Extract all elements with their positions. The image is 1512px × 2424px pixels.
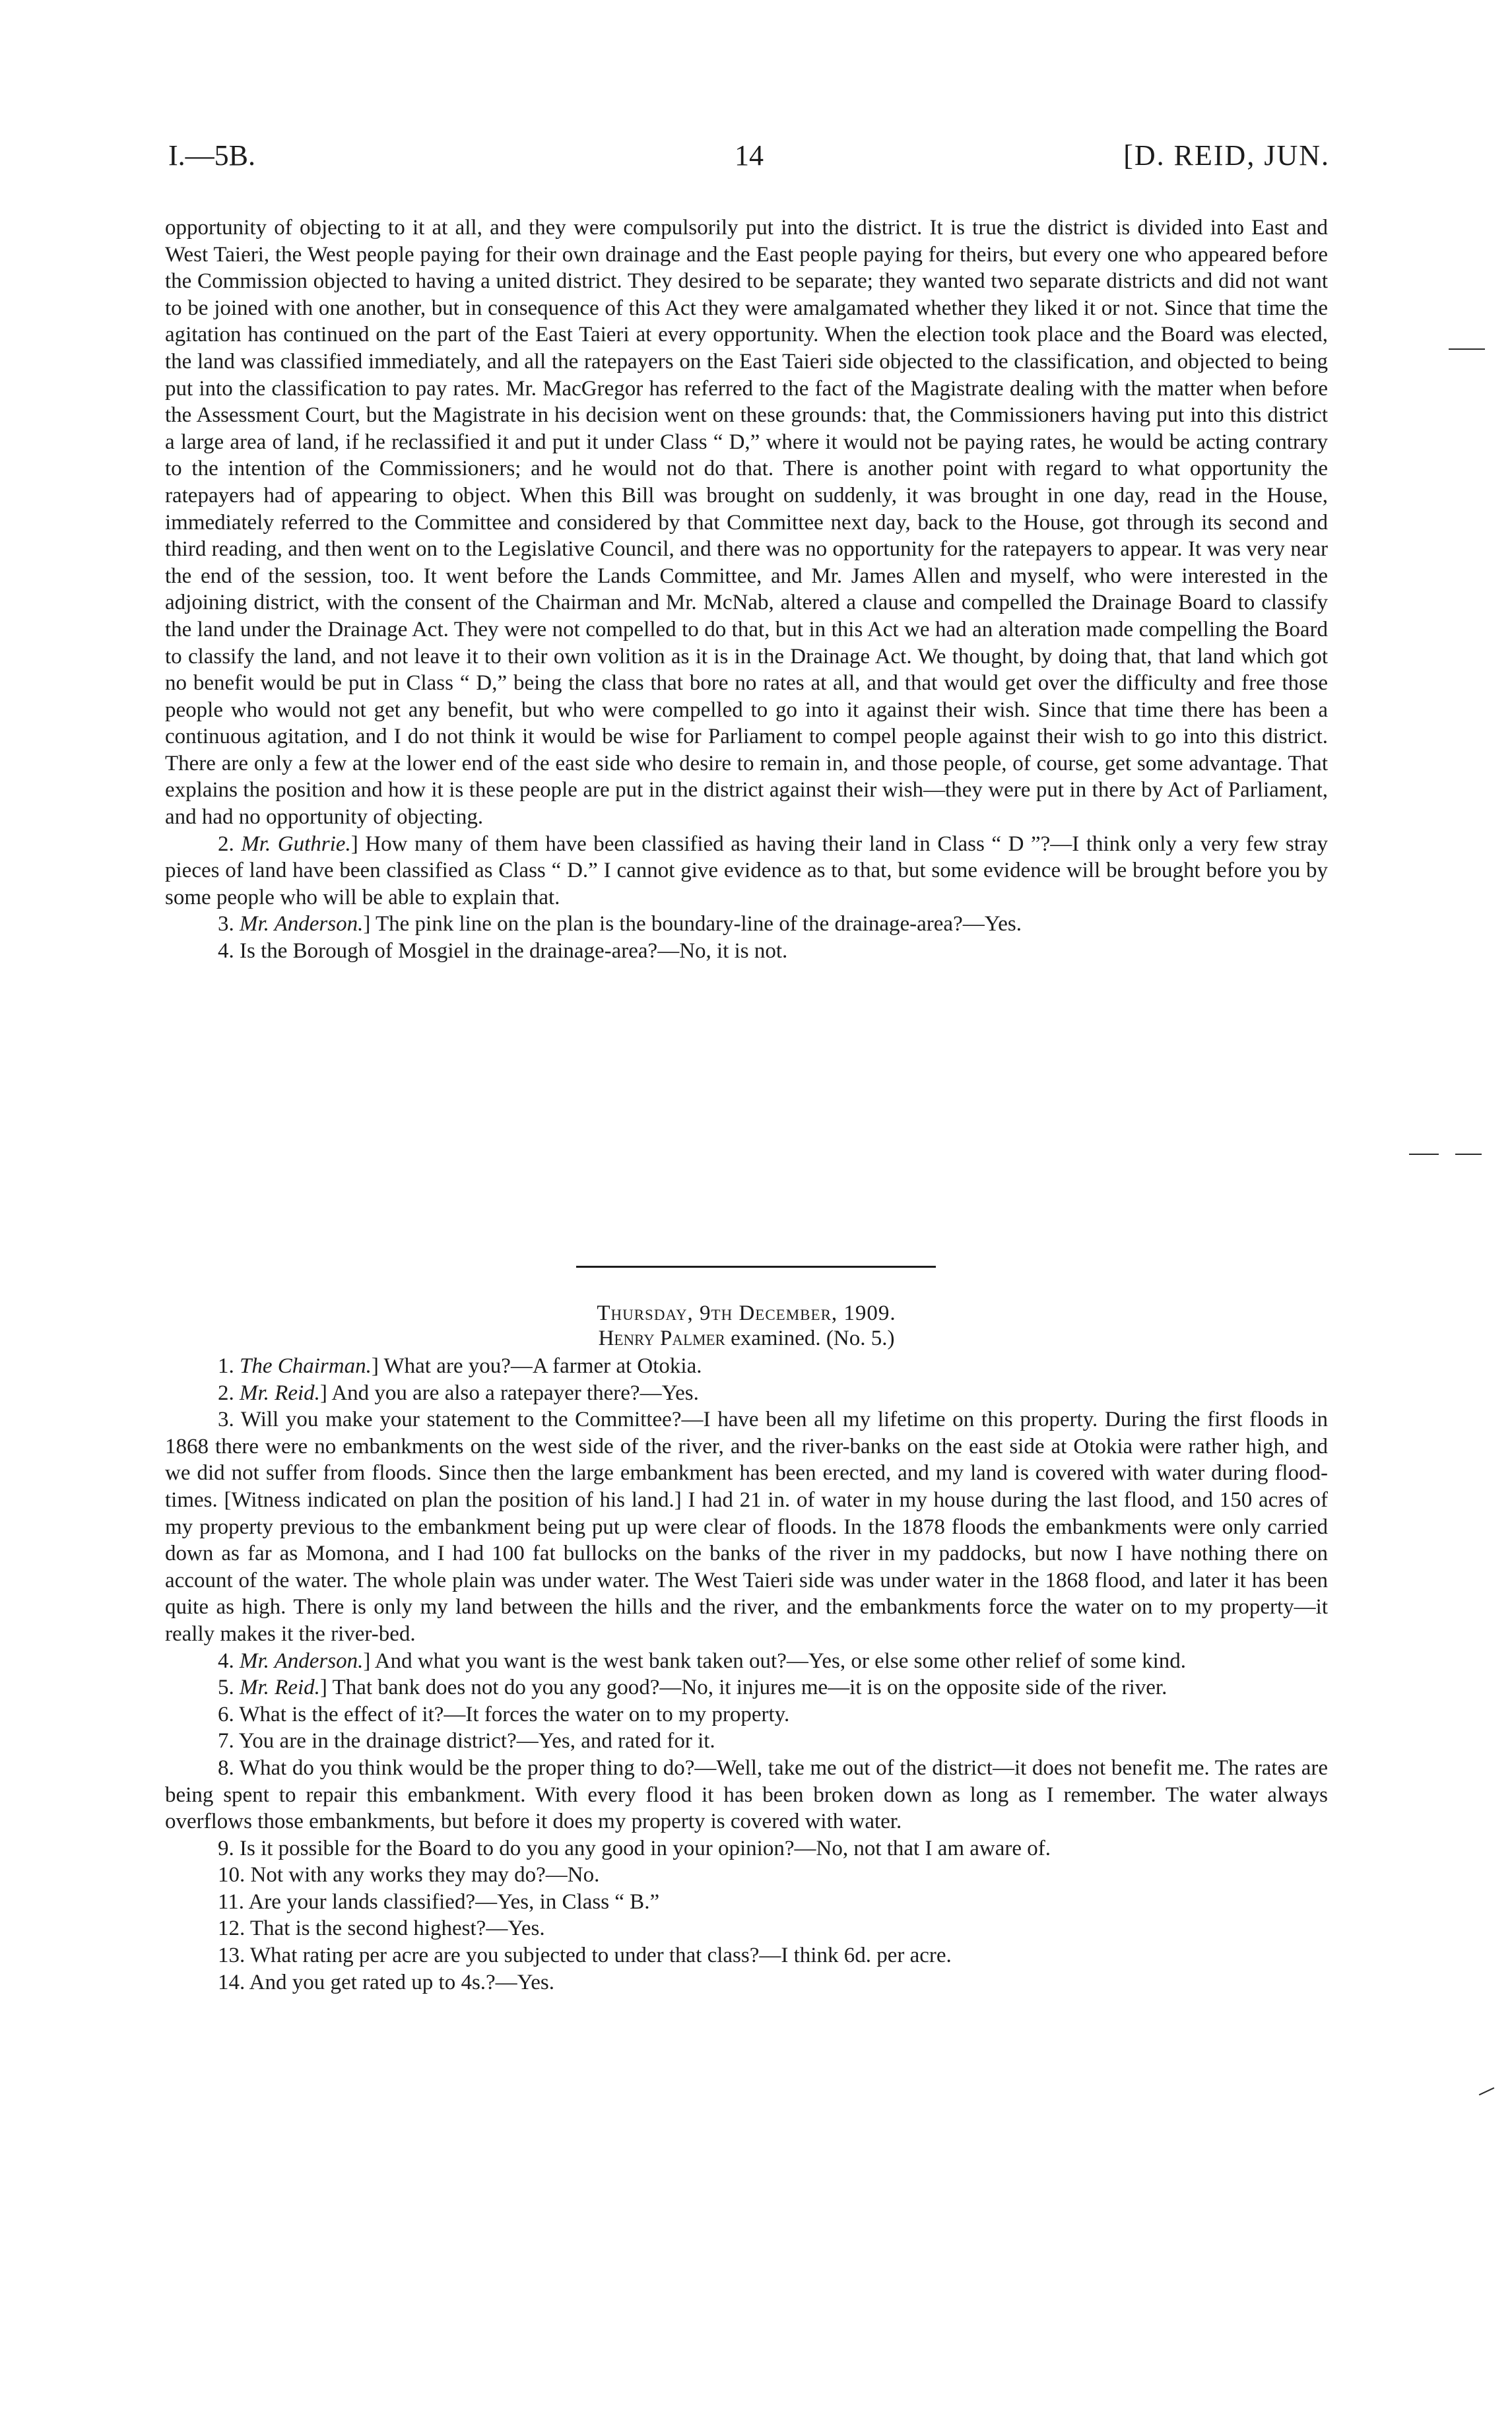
page-number: 14 [735,139,764,172]
question-3: 3. Mr. Anderson.] The pink line on the plan is the boundary-line of the drainage-area?—Yes. [218,912,1022,936]
witness-running-head: [D. REID, JUN. [1123,139,1330,172]
evidence-block-reid [165,214,1328,965]
question-4: 4. Is the Borough of Mosgiel in the drainage-area?—No, it is not. [218,939,788,964]
question-2: 2. Mr. Reid.] And you are also a ratepayer there?—Yes. [218,1381,699,1405]
question-10: 10. Not with any works they may do?—No. [218,1863,600,1887]
continued-paragraph: opportunity of objecting to it at all, and they were compulsorily put into the district. It is true the district is divided into East and West Taieri, the West people paying for their own drainage and the East people paying for theirs, but every one who appeared before the Commission objected to having a united district. They desired to be separate; they wanted two separate districts and did not want to be joined with one another, but in consequence of this Act they were amalgamated whether they liked it or not. Since that time the agitation has continued on the part of the East Taieri at every opportunity. When the election took place and the Board was elected, the land was classified immediately, and all the ratepayers on the East Taieri side objected to the classification, and objected to being put into the classification to pay rates. Mr. MacGregor has referred to the fact of the Magistrate dealing with the matter when before the Assessment Court, but the Magistrate in his decision went on these grounds: that, the Commissioners having put into this district a large area of land, if he reclassified it and put it under Class “ D,” where it would not be paying rates, he would be acting contrary to the intention of the Commissioners; and he would not do that. There is another point with regard to what opportunity the ratepayers had of appearing to object. When this Bill was brought on suddenly, it was brought in one day, read in the House, immediately referred to the Committee and considered by that Committee next day, back to the House, got through its second and third reading, and then went on to the Legislative Council, and there was no opportunity for the ratepayers to appear. It was very near the end of the session, too. It went before the Lands Committee, and Mr. James Allen and myself, who were interested in the adjoining district, with the consent of the Chairman and Mr. McNab, altered a clause and compelled the Drainage Board to classify the land under the Drainage Act. They were not compelled to do that, but in this Act we had an alteration made compelling the Board to classify the land, and not leave it to their own volition as it is in the Drainage Act. We thought, by doing that, that land which got no benefit would be put in Class “ D,” being the class that bore no rates at all, and that would get over the difficulty and free those people who would not get any benefit, but who were compelled to go into it against their wish. Since that time there has been a continuous agitation, and I do not think it would be wise for Parliament to compel people against their wish to go into this district. There are only a few at the lower end of the east side who desire to remain in, and those people, of course, get some advantage. That explains the position and how it is these people are put in the district against their wish—they were put in there by Act of Parliament, and had no opportunity of objecting. [165,216,1328,830]
speaker: Mr. Anderson. [240,912,364,936]
witness-heading: Henry Palmer examined. (No. 5.) [598,1327,895,1350]
margin-mark [1449,348,1485,350]
speaker: Mr. Reid. [240,1676,320,1700]
speaker: Mr. Reid. [240,1381,320,1405]
speaker: The Chairman. [240,1354,372,1378]
margin-mark [1455,1154,1482,1155]
question-11: 11. Are your lands classified?—Yes, in Class “ B.” [218,1889,660,1914]
session-date: Thursday, 9th December, 1909. [597,1301,896,1325]
page-header [168,139,1330,185]
question-1: 1. The Chairman.] What are you?—A farmer at Otokia. [218,1354,702,1378]
question-12: 12. That is the second highest?—Yes. [218,1916,545,1941]
question-4: 4. Mr. Anderson.] And what you want is the west bank taken out?—Yes, or else some other relief of some kind. [218,1649,1187,1673]
speaker: Mr. Guthrie. [241,832,351,856]
paper-reference: I.—5B. [168,139,255,172]
question-5: 5. Mr. Reid.] That bank does not do you any good?—No, it injures me—it is on the opposite side of the river. [218,1676,1167,1700]
question-3: 3. Will you make your statement to the Committee?—I have been all my lifetime on this property. During the first floods in 1868 there were no embankments on the west side of the river, and the river-banks on the east side at Otokia were rather high, and we did not suffer from floods. Since then the large embankment has been erected, and my land is covered with water during flood-times. [Witness indicated on plan the position of his land.] I had 21 in. of water in my house during the last flood, and 150 acres of my property previous to the embankment being put up were clear of floods. In the 1878 floods the embankments were only carried down as far as Momona, and I had 100 fat bullocks on the banks of the river in my paddocks, but now I have nothing there on account of the water. The whole plain was under water. The West Taieri side was under water in the 1868 flood, and later it has been quite as high. There is only my land between the hills and the river, and the embankments force the water on to my property—it really makes it the river-bed. [165,1408,1328,1646]
witness-name: Henry Palmer [598,1327,725,1350]
margin-mark [1409,1154,1439,1155]
section-divider [576,1266,936,1268]
question-6: 6. What is the effect of it?—It forces the water on to my property. [218,1702,790,1726]
question-13: 13. What rating per acre are you subjected to under that class?—I think 6d. per acre. [218,1944,952,1968]
question-9: 9. Is it possible for the Board to do you any good in your opinion?—No, not that I am aware of. [218,1836,1051,1860]
question-8: 8. What do you think would be the proper thing to do?—Well, take me out of the district—it does not benefit me. The rates are being spent to repair this embankment. With every flood it has been broken down as long as I remember. The water always overflows those embankments, but before it does my property is covered with water. [165,1755,1328,1834]
evidence-block-palmer [165,1353,1328,1996]
question-2: 2. Mr. Guthrie.] How many of them have been classified as having their land in Class “ D ”?—I think only a very few stray pieces of land have been classified as Class “ D.” I cannot give evidence as to that, but some evidence will be brought before you by some people who will be able to explain that. [165,832,1328,909]
question-14: 14. And you get rated up to 4s.?—Yes. [218,1970,554,1994]
speaker: Mr. Anderson. [240,1649,364,1673]
margin-mark [1479,2087,1495,2095]
question-7: 7. You are in the drainage district?—Yes, and rated for it. [218,1729,715,1753]
